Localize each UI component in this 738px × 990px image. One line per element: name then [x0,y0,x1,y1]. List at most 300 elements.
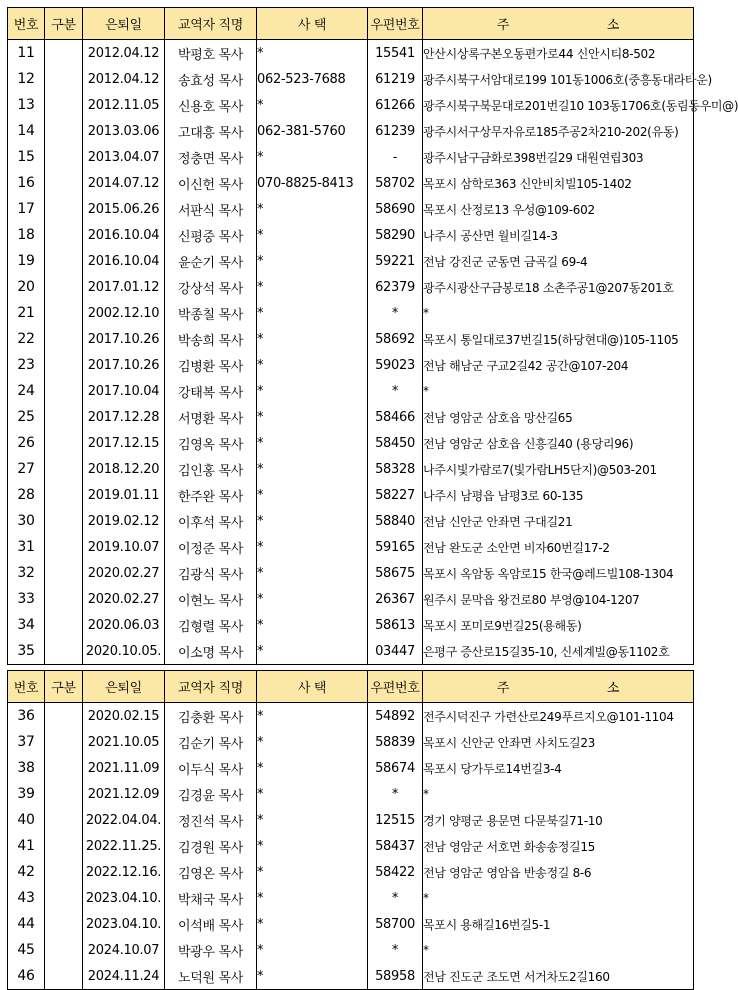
table-row [8,482,694,508]
row-address: 전남 진도군 조도면 서거차도2길160 [423,963,694,990]
row-name-title: 서명환 목사 [165,404,257,430]
row-residence-phone: * [257,248,368,274]
row-zip: 58692 [368,326,423,352]
row-number: 35 [8,638,45,665]
row-name-title: 김충환 목사 [165,703,257,730]
table-row [8,196,694,222]
table-row [8,586,694,612]
row-address: * [423,885,694,911]
row-zip: 58437 [368,833,423,859]
row-address: 전주시덕진구 가련산로249푸르지오@101-1104 [423,703,694,730]
row-category [45,170,83,196]
row-residence-phone: * [257,300,368,326]
table-header-row [8,671,694,703]
row-address: 나주시빛가람로7(빛가람LH5단지)@503-201 [423,456,694,482]
table-row [8,92,694,118]
row-category [45,508,83,534]
row-category [45,586,83,612]
row-address: 목포시 용해길16번길5-1 [423,911,694,937]
row-category [45,482,83,508]
row-number: 20 [8,274,45,300]
row-address: 나주시 공산면 월비길14-3 [423,222,694,248]
row-address: 광주시남구금화로398번길29 대원연립303 [423,144,694,170]
row-number: 30 [8,508,45,534]
row-residence-phone: * [257,729,368,755]
row-address: * [423,781,694,807]
row-number: 33 [8,586,45,612]
row-zip: 12515 [368,807,423,833]
row-category [45,833,83,859]
row-name-title: 이두식 목사 [165,755,257,781]
row-zip: 58702 [368,170,423,196]
row-name-title: 김영옥 목사 [165,430,257,456]
row-residence-phone: * [257,638,368,665]
row-residence-phone: * [257,586,368,612]
row-residence-phone: 062-523-7688 [257,66,368,92]
row-zip: 26367 [368,586,423,612]
row-name-title: 박광우 목사 [165,937,257,963]
row-residence-phone: * [257,508,368,534]
table-row [8,729,694,755]
header-category: 구분 [45,671,83,703]
row-category [45,755,83,781]
row-retire-date: 2018.12.20 [83,456,165,482]
row-address: 목포시 신안군 안좌면 사치도길23 [423,729,694,755]
row-name-title: 한주완 목사 [165,482,257,508]
row-zip: 59023 [368,352,423,378]
table-row [8,118,694,144]
row-category [45,274,83,300]
row-name-title: 김영온 목사 [165,859,257,885]
row-retire-date: 2021.11.09 [83,755,165,781]
row-retire-date: 2019.10.07 [83,534,165,560]
row-category [45,196,83,222]
row-number: 22 [8,326,45,352]
header-category: 구분 [45,8,83,40]
row-residence-phone: * [257,755,368,781]
row-address: 목포시 포미로9번길25(용해동) [423,612,694,638]
table-row [8,638,694,665]
row-zip: * [368,937,423,963]
row-retire-date: 2020.02.27 [83,586,165,612]
row-retire-date: 2014.07.12 [83,170,165,196]
row-zip: 58466 [368,404,423,430]
row-number: 37 [8,729,45,755]
row-category [45,937,83,963]
row-address: 전남 영암군 영암읍 반송정길 8-6 [423,859,694,885]
table-row [8,170,694,196]
row-address: 은평구 증산로15길35-10, 신세계빌@동1102호 [423,638,694,665]
row-retire-date: 2017.12.28 [83,404,165,430]
row-zip: 58290 [368,222,423,248]
row-number: 18 [8,222,45,248]
table-row [8,326,694,352]
row-category [45,534,83,560]
row-retire-date: 2020.10.05. [83,638,165,665]
row-category [45,66,83,92]
row-zip: 54892 [368,703,423,730]
table-row [8,937,694,963]
table-row [8,508,694,534]
header-zip: 우편번호 [368,671,423,703]
header-address [423,8,694,40]
table-row [8,456,694,482]
row-category [45,144,83,170]
row-name-title: 이소명 목사 [165,638,257,665]
row-residence-phone: * [257,703,368,730]
row-residence-phone: * [257,859,368,885]
row-retire-date: 2017.10.26 [83,352,165,378]
row-retire-date: 2016.10.04 [83,222,165,248]
row-number: 11 [8,40,45,67]
header-no: 번호 [8,8,45,40]
row-zip: 58839 [368,729,423,755]
row-zip: 61219 [368,66,423,92]
row-number: 21 [8,300,45,326]
row-zip: 58613 [368,612,423,638]
row-number: 34 [8,612,45,638]
row-zip: 59165 [368,534,423,560]
row-residence-phone: * [257,430,368,456]
row-retire-date: 2022.04.04. [83,807,165,833]
row-category [45,911,83,937]
row-category [45,40,83,67]
row-name-title: 윤순기 목사 [165,248,257,274]
table-row [8,963,694,990]
row-retire-date: 2023.04.10. [83,911,165,937]
header-address [423,671,694,703]
row-retire-date: 2013.04.07 [83,144,165,170]
row-retire-date: 2017.01.12 [83,274,165,300]
row-residence-phone: * [257,833,368,859]
table-row [8,40,694,67]
row-name-title: 김인홍 목사 [165,456,257,482]
row-address: 전남 강진군 군동면 금곡길 69-4 [423,248,694,274]
row-name-title: 송효성 목사 [165,66,257,92]
row-retire-date: 2024.10.07 [83,937,165,963]
table-row [8,404,694,430]
row-retire-date: 2020.02.15 [83,703,165,730]
header-no: 번호 [8,671,45,703]
row-zip: * [368,885,423,911]
table-row [8,859,694,885]
row-zip: 58840 [368,508,423,534]
row-name-title: 신용호 목사 [165,92,257,118]
row-retire-date: 2012.11.05 [83,92,165,118]
row-number: 44 [8,911,45,937]
row-number: 13 [8,92,45,118]
row-category [45,404,83,430]
row-residence-phone: 062-381-5760 [257,118,368,144]
header-address-char-2: 소 [606,681,620,696]
row-number: 38 [8,755,45,781]
row-residence-phone: * [257,885,368,911]
header-residence: 사 택 [257,671,368,703]
row-number: 14 [8,118,45,144]
row-address: 광주시북구북문대로201번길10 103동1706호(동림동우미@) [423,92,694,118]
row-address: * [423,378,694,404]
row-category [45,638,83,665]
row-zip: 58700 [368,911,423,937]
row-category [45,456,83,482]
row-retire-date: 2013.03.06 [83,118,165,144]
header-name-title: 교역자 직명 [165,671,257,703]
row-zip: 58450 [368,430,423,456]
row-category [45,729,83,755]
row-residence-phone: * [257,612,368,638]
row-name-title: 이정준 목사 [165,534,257,560]
row-retire-date: 2021.10.05 [83,729,165,755]
row-zip: 62379 [368,274,423,300]
table-row [8,222,694,248]
row-category [45,963,83,990]
row-name-title: 노덕원 목사 [165,963,257,990]
row-retire-date: 2016.10.04 [83,248,165,274]
row-category [45,352,83,378]
table-row [8,885,694,911]
row-number: 12 [8,66,45,92]
row-zip: 58675 [368,560,423,586]
row-zip: * [368,300,423,326]
row-number: 25 [8,404,45,430]
table-row [8,66,694,92]
row-number: 31 [8,534,45,560]
row-number: 40 [8,807,45,833]
row-zip: 15541 [368,40,423,67]
row-address: 안산시상록구본오동편가로44 신안시티8-502 [423,40,694,67]
row-category [45,92,83,118]
table-row [8,911,694,937]
row-zip: 58227 [368,482,423,508]
table-row [8,352,694,378]
row-retire-date: 2024.11.24 [83,963,165,990]
row-number: 42 [8,859,45,885]
row-residence-phone: * [257,482,368,508]
row-number: 19 [8,248,45,274]
table-row [8,430,694,456]
row-name-title: 정충면 목사 [165,144,257,170]
table-row [8,560,694,586]
row-retire-date: 2021.12.09 [83,781,165,807]
table-row [8,300,694,326]
row-residence-phone: * [257,560,368,586]
row-zip: 58690 [368,196,423,222]
row-name-title: 강태복 목사 [165,378,257,404]
row-name-title: 이신헌 목사 [165,170,257,196]
row-category [45,326,83,352]
row-zip: 58674 [368,755,423,781]
row-address: 목포시 당가두로14번길3-4 [423,755,694,781]
row-residence-phone: * [257,40,368,67]
row-address: 전남 영암군 서호면 화송송정길15 [423,833,694,859]
row-name-title: 박종칠 목사 [165,300,257,326]
table-row [8,807,694,833]
row-zip: * [368,378,423,404]
row-residence-phone: * [257,352,368,378]
row-zip: * [368,781,423,807]
row-name-title: 서판식 목사 [165,196,257,222]
row-category [45,430,83,456]
row-residence-phone: * [257,196,368,222]
row-address: 전남 영암군 삼호읍 신흥길40 (용당리96) [423,430,694,456]
row-residence-phone: * [257,937,368,963]
row-residence-phone: * [257,144,368,170]
row-category [45,248,83,274]
row-zip: 61239 [368,118,423,144]
retired-ministers-table-1 [7,7,738,665]
row-address: 광주시북구서암대로199 101동1006호(중흥동대라타운) [423,66,694,92]
table-row [8,274,694,300]
row-name-title: 이후석 목사 [165,508,257,534]
row-name-title: 강상석 목사 [165,274,257,300]
row-residence-phone: * [257,404,368,430]
header-name-title: 교역자 직명 [165,8,257,40]
header-address-char-2: 소 [606,18,620,33]
header-zip: 우편번호 [368,8,423,40]
row-address: 원주시 문막읍 왕건로80 부영@104-1207 [423,586,694,612]
row-name-title: 이석배 목사 [165,911,257,937]
row-number: 24 [8,378,45,404]
row-residence-phone: * [257,781,368,807]
row-name-title: 김순기 목사 [165,729,257,755]
row-retire-date: 2019.02.12 [83,508,165,534]
table-row [8,534,694,560]
row-address: * [423,300,694,326]
row-residence-phone: * [257,92,368,118]
row-zip: 59221 [368,248,423,274]
row-residence-phone: * [257,911,368,937]
row-category [45,807,83,833]
row-address: 경기 양평군 용문면 다문북길71-10 [423,807,694,833]
row-category [45,378,83,404]
row-category [45,612,83,638]
row-address: 전남 신안군 안좌면 구대길21 [423,508,694,534]
row-retire-date: 2020.02.27 [83,560,165,586]
row-zip: 03447 [368,638,423,665]
row-category [45,300,83,326]
row-address: 전남 해남군 구교2길42 공간@107-204 [423,352,694,378]
row-category [45,560,83,586]
row-name-title: 고대흥 목사 [165,118,257,144]
row-retire-date: 2022.12.16. [83,859,165,885]
table-row [8,378,694,404]
header-residence: 사 택 [257,8,368,40]
row-number: 39 [8,781,45,807]
row-number: 41 [8,833,45,859]
row-retire-date: 2012.04.12 [83,66,165,92]
row-zip: 58328 [368,456,423,482]
row-name-title: 김경윤 목사 [165,781,257,807]
row-retire-date: 2022.11.25. [83,833,165,859]
row-number: 27 [8,456,45,482]
row-retire-date: 2019.01.11 [83,482,165,508]
row-retire-date: 2015.06.26 [83,196,165,222]
row-category [45,885,83,911]
row-number: 15 [8,144,45,170]
row-address: 목포시 삼학로363 신안비치빌105-1402 [423,170,694,196]
header-address-char-1: 주 [496,681,510,696]
row-residence-phone: * [257,807,368,833]
row-name-title: 김병환 목사 [165,352,257,378]
row-residence-phone: * [257,274,368,300]
table-row [8,612,694,638]
row-address: 목포시 통일대로37번길15(하당현대@)105-1105 [423,326,694,352]
row-zip: 61266 [368,92,423,118]
row-retire-date: 2023.04.10. [83,885,165,911]
row-number: 26 [8,430,45,456]
row-name-title: 김경원 목사 [165,833,257,859]
row-address: 광주시광산구금봉로18 소촌주공1@207동201호 [423,274,694,300]
row-number: 43 [8,885,45,911]
row-retire-date: 2020.06.03 [83,612,165,638]
row-address: 나주시 남평읍 남평3로 60-135 [423,482,694,508]
row-residence-phone: * [257,534,368,560]
header-address-char-1: 주 [496,18,510,33]
row-address: 목포시 옥암동 옥암로15 한국@레드빌108-1304 [423,560,694,586]
row-name-title: 신평중 목사 [165,222,257,248]
row-number: 23 [8,352,45,378]
table-header-row [8,8,694,40]
row-category [45,118,83,144]
row-name-title: 정진석 목사 [165,807,257,833]
row-name-title: 이현노 목사 [165,586,257,612]
row-zip: 58422 [368,859,423,885]
row-residence-phone: * [257,963,368,990]
table-row [8,755,694,781]
table-row [8,781,694,807]
row-address: 전남 영암군 삼호읍 망산길65 [423,404,694,430]
header-retire-date: 은퇴일 [83,8,165,40]
row-residence-phone: 070-8825-8413 [257,170,368,196]
row-number: 45 [8,937,45,963]
retired-ministers-table-2 [7,670,694,990]
row-category [45,781,83,807]
row-number: 28 [8,482,45,508]
row-address: * [423,937,694,963]
row-number: 32 [8,560,45,586]
row-residence-phone: * [257,222,368,248]
row-retire-date: 2002.12.10 [83,300,165,326]
row-category [45,222,83,248]
row-retire-date: 2017.10.04 [83,378,165,404]
row-name-title: 박평호 목사 [165,40,257,67]
row-retire-date: 2017.12.15 [83,430,165,456]
row-residence-phone: * [257,326,368,352]
row-address: 목포시 산정로13 우성@109-602 [423,196,694,222]
row-retire-date: 2012.04.12 [83,40,165,67]
row-zip: - [368,144,423,170]
table-row [8,144,694,170]
row-retire-date: 2017.10.26 [83,326,165,352]
row-number: 17 [8,196,45,222]
row-name-title: 김광식 목사 [165,560,257,586]
row-name-title: 박송희 목사 [165,326,257,352]
row-category [45,703,83,730]
row-number: 36 [8,703,45,730]
row-category [45,859,83,885]
row-name-title: 김형렬 목사 [165,612,257,638]
row-number: 16 [8,170,45,196]
row-address: 광주시서구상무자유로185주공2차210-202(유동) [423,118,694,144]
row-name-title: 박채국 목사 [165,885,257,911]
table-row [8,703,694,730]
row-address: 전남 완도군 소안면 비자60번길17-2 [423,534,694,560]
row-number: 46 [8,963,45,990]
row-zip: 58958 [368,963,423,990]
table-row [8,248,694,274]
table-row [8,833,694,859]
row-residence-phone: * [257,378,368,404]
